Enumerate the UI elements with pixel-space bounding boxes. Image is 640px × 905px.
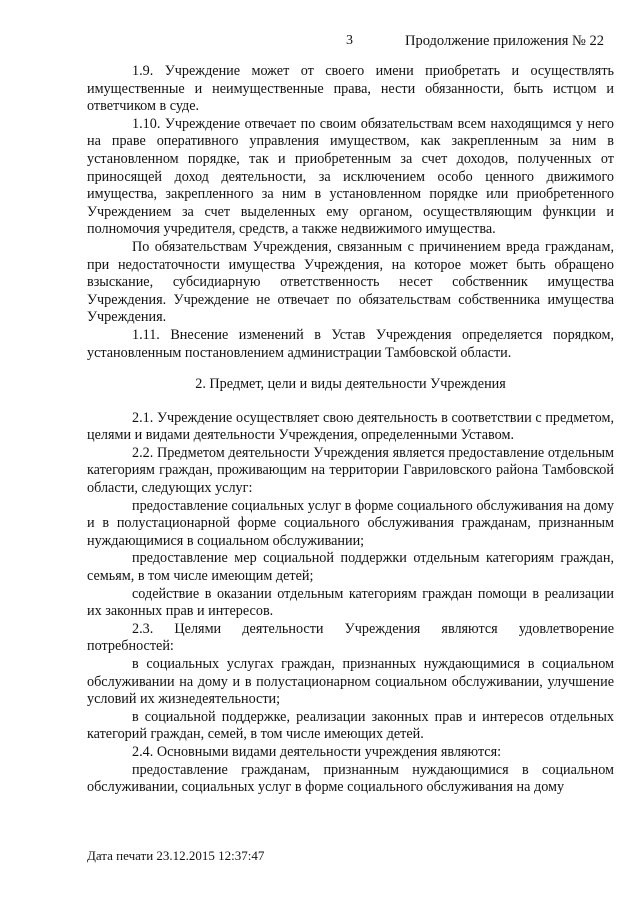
print-date: Дата печати 23.12.2015 12:37:47 [87,848,265,863]
header-title: Продолжение приложения № 22 [405,33,604,49]
paragraph: 2.1. Учреждение осуществляет свою деятельность в соответствии с предметом, целями и видами деятельности Учреждения, определенными Уставом. [87,409,614,444]
paragraph: 2.2. Предметом деятельности Учреждения является предоставление отдельным категориям граждан, проживающим на территории Гавриловского района Тамбовской области, следующих услуг: [87,444,614,497]
section-title: 2. Предмет, цели и виды деятельности Учреждения [195,376,506,393]
paragraph: 1.11. Внесение изменений в Устав Учреждения определяется порядком, установленным постановлением администрации Тамбовской области. [87,326,614,361]
document-body [87,63,614,797]
paragraph: 1.10. Учреждение отвечает по своим обязательствам всем находящимся у него на праве оперативного управления имуществом, как закрепленным за ним в установленном порядке, так и приобретенным за счет доходов, полученных от приносящей доход деятельности, за исключением особо ценного движимого имущества, закрепленного за ним в установленном порядке или приобретенного Учреждением за счет выделенных ему органом, осуществляющим функции и полномочия учредителя, средств, а также недвижимого имущества. [87,115,614,238]
paragraph: в социальной поддержке, реализации законных прав и интересов отдельных категорий граждан, семей, в том числе имеющих детей. [87,708,614,743]
paragraph: 1.9. Учреждение может от своего имени приобретать и осуществлять имущественные и неимущественные права, нести обязанности, быть истцом и ответчиком в суде. [87,63,614,115]
paragraph: предоставление гражданам, признанным нуждающимися в социальном обслуживании, социальных услуг в форме социального обслуживания на дому [87,761,614,796]
paragraph: предоставление мер социальной поддержки отдельным категориям граждан, семьям, в том числе имеющим детей; [87,550,614,585]
paragraph: в социальных услугах граждан, признанных нуждающимися в социальном обслуживании на дому и в полустационарном социальном обслуживании, улучшение условий их жизнедеятельности; [87,656,614,708]
paragraph: 2.3. Целями деятельности Учреждения являются удовлетворение потребностей: [87,620,614,655]
paragraph: содействие в оказании отдельным категориям граждан помощи в реализации их законных прав и интересов. [87,585,614,620]
paragraph: предоставление социальных услуг в форме социального обслуживания на дому и в полустационарной форме социального обслуживания гражданам, признанным нуждающимися в социальном обслуживании; [87,497,614,549]
page-number: 3 [346,33,353,48]
paragraph: 2.4. Основными видами деятельности учреждения являются: [132,743,502,760]
paragraph: По обязательствам Учреждения, связанным с причинением вреда гражданам, при недостаточности имущества Учреждения, на которое может быть обращено взыскание, субсидиарную ответственность несет собственник имущества Учреждения. Учреждение не отвечает по обязательствам собственника имущества Учреждения. [87,238,614,326]
